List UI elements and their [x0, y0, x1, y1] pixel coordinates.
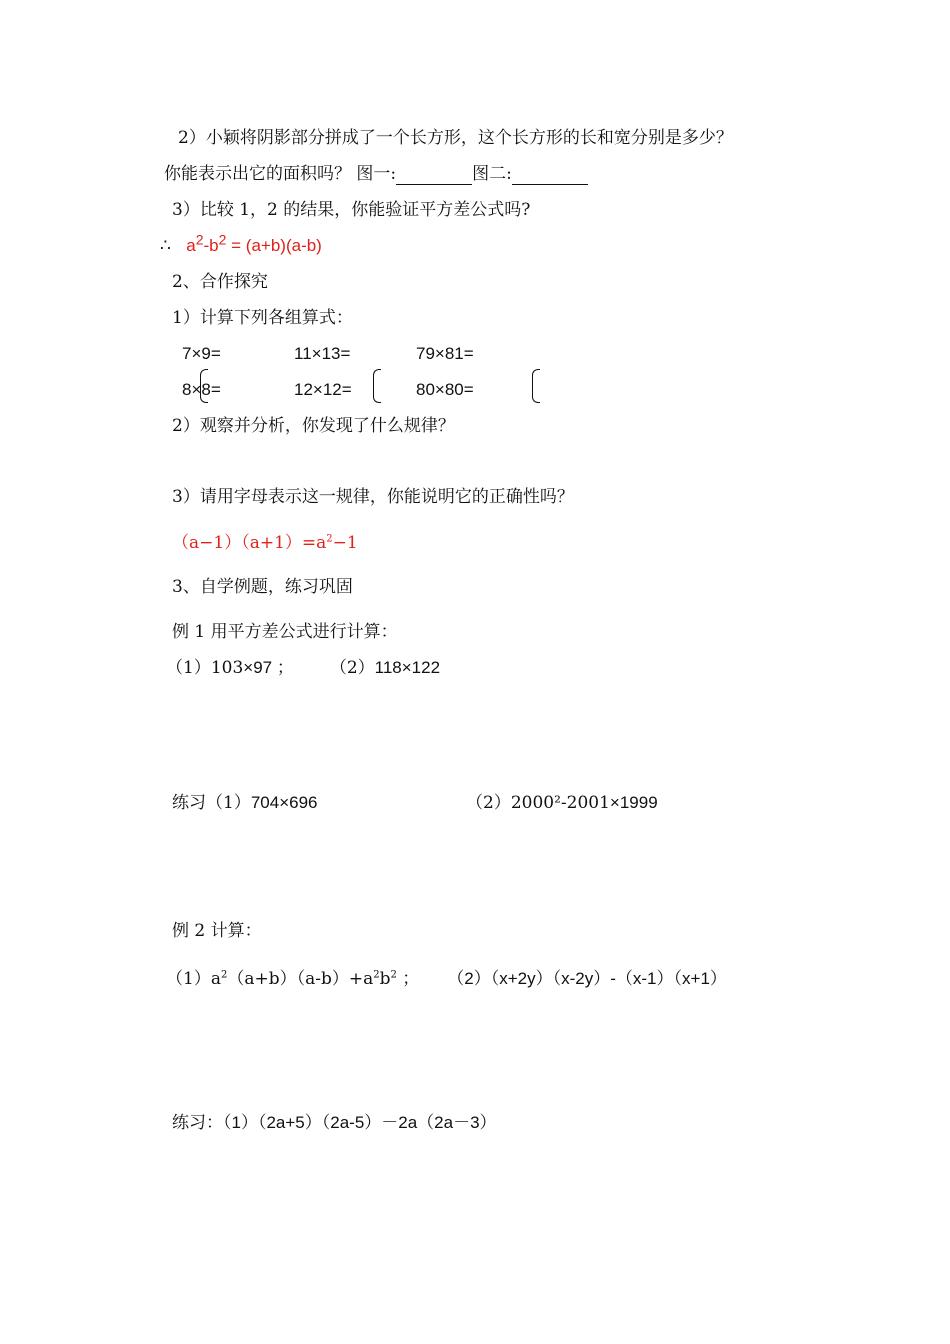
figure-2-label: 图二: — [472, 164, 512, 184]
practice-expression: 704×696 — [250, 793, 318, 812]
question-text: 3）请用字母表示这一规律，你能说明它的正确性吗？ — [172, 487, 574, 507]
question-text: 2）观察并分析，你发现了什么规律？ — [172, 416, 455, 436]
section-2-question-2 — [172, 415, 455, 437]
calc-r2c3: 80×80= — [416, 380, 474, 399]
calc-r2c2: 12×12= — [294, 380, 352, 399]
section-3-heading — [172, 576, 353, 598]
formula-exponent: 2 — [218, 231, 227, 248]
exponent: 2 — [220, 969, 228, 981]
section-2-answer — [172, 532, 358, 554]
example-1-problems — [166, 657, 440, 679]
example-2-title — [172, 920, 262, 942]
calc-r2c1: 8×8= — [182, 380, 221, 399]
heading-text: 3、自学例题，练习巩固 — [172, 577, 353, 597]
calc-r1c2: 11×13= — [294, 344, 351, 363]
formula-line — [160, 231, 322, 257]
practice-label: 练习（1） — [172, 793, 251, 813]
formula-part: a — [186, 236, 196, 255]
problem-2-label: （2） — [329, 658, 375, 678]
answer-exponent: 2 — [326, 533, 333, 545]
formula-part: = (a+b)(a-b) — [226, 236, 322, 255]
question-text: 1）计算下列各组算式： — [172, 308, 353, 328]
practice-1-problem-1 — [172, 792, 317, 814]
answer-part: −1 — [332, 533, 358, 553]
problem-2-expression: 118×122 — [374, 658, 441, 677]
problem-1-label: （1）103 — [166, 658, 244, 678]
answer-blank-figure-2[interactable] — [512, 166, 588, 185]
example-title-text: 例 1 用平方差公式进行计算： — [172, 622, 398, 642]
heading-text: 2、合作探究 — [172, 272, 268, 292]
problem-1-part: b — [379, 969, 391, 989]
difference-of-squares-formula — [186, 231, 322, 255]
exponent: 2 — [390, 969, 397, 981]
practice-expression: ×1999 — [609, 793, 658, 812]
question-2-line-2 — [164, 163, 588, 185]
therefore-symbol: ∴ — [160, 236, 171, 256]
practice-expression: （1）（2a+5）（2a-5）－2a（2a－3） — [223, 1113, 497, 1132]
practice-2 — [172, 1112, 497, 1134]
question-2-line-1 — [178, 127, 733, 149]
practice-label: 练习： — [172, 1113, 223, 1133]
section-2-question-1 — [172, 307, 353, 329]
question-text: 3）比较 1，2 的结果，你能验证平方差公式吗? — [172, 200, 531, 220]
question-text: 你能表示出它的面积吗？ 图一: — [164, 164, 397, 184]
question-3 — [172, 199, 530, 221]
example-title-text: 例 2 计算： — [172, 921, 262, 941]
problem-1-part: （1）a — [166, 969, 221, 989]
answer-part: （a−1）（a+1）=a — [172, 533, 327, 553]
exponent: 2 — [373, 969, 380, 981]
problem-2-expression: （2）（x+2y）（x-2y）-（x-1）（x+1） — [447, 969, 727, 988]
practice-label: （2）2000²-2001 — [466, 793, 610, 813]
question-text: 2）小颖将阴影部分拼成了一个长方形，这个长方形的长和宽分别是多少？ — [178, 128, 733, 148]
problem-1-part: （a+b）（a-b）+a — [227, 969, 374, 989]
practice-1-problem-2 — [466, 792, 658, 814]
group-bracket-2 — [373, 369, 381, 403]
group-bracket-3 — [532, 369, 540, 403]
section-2-heading — [172, 271, 268, 293]
calc-r1c1: 7×9= — [182, 344, 221, 363]
problem-1-expression: ×97 ； — [243, 658, 294, 677]
group-bracket-1 — [200, 369, 208, 403]
example-1-title — [172, 621, 398, 643]
answer-blank-figure-1[interactable] — [396, 166, 472, 185]
formula-part: -b — [203, 236, 219, 255]
formula-exponent: 2 — [195, 231, 204, 248]
section-2-question-3 — [172, 486, 574, 508]
example-2-problems — [166, 968, 727, 990]
problem-1-part: ； — [396, 969, 420, 989]
calc-r1c3: 79×81= — [416, 344, 474, 363]
